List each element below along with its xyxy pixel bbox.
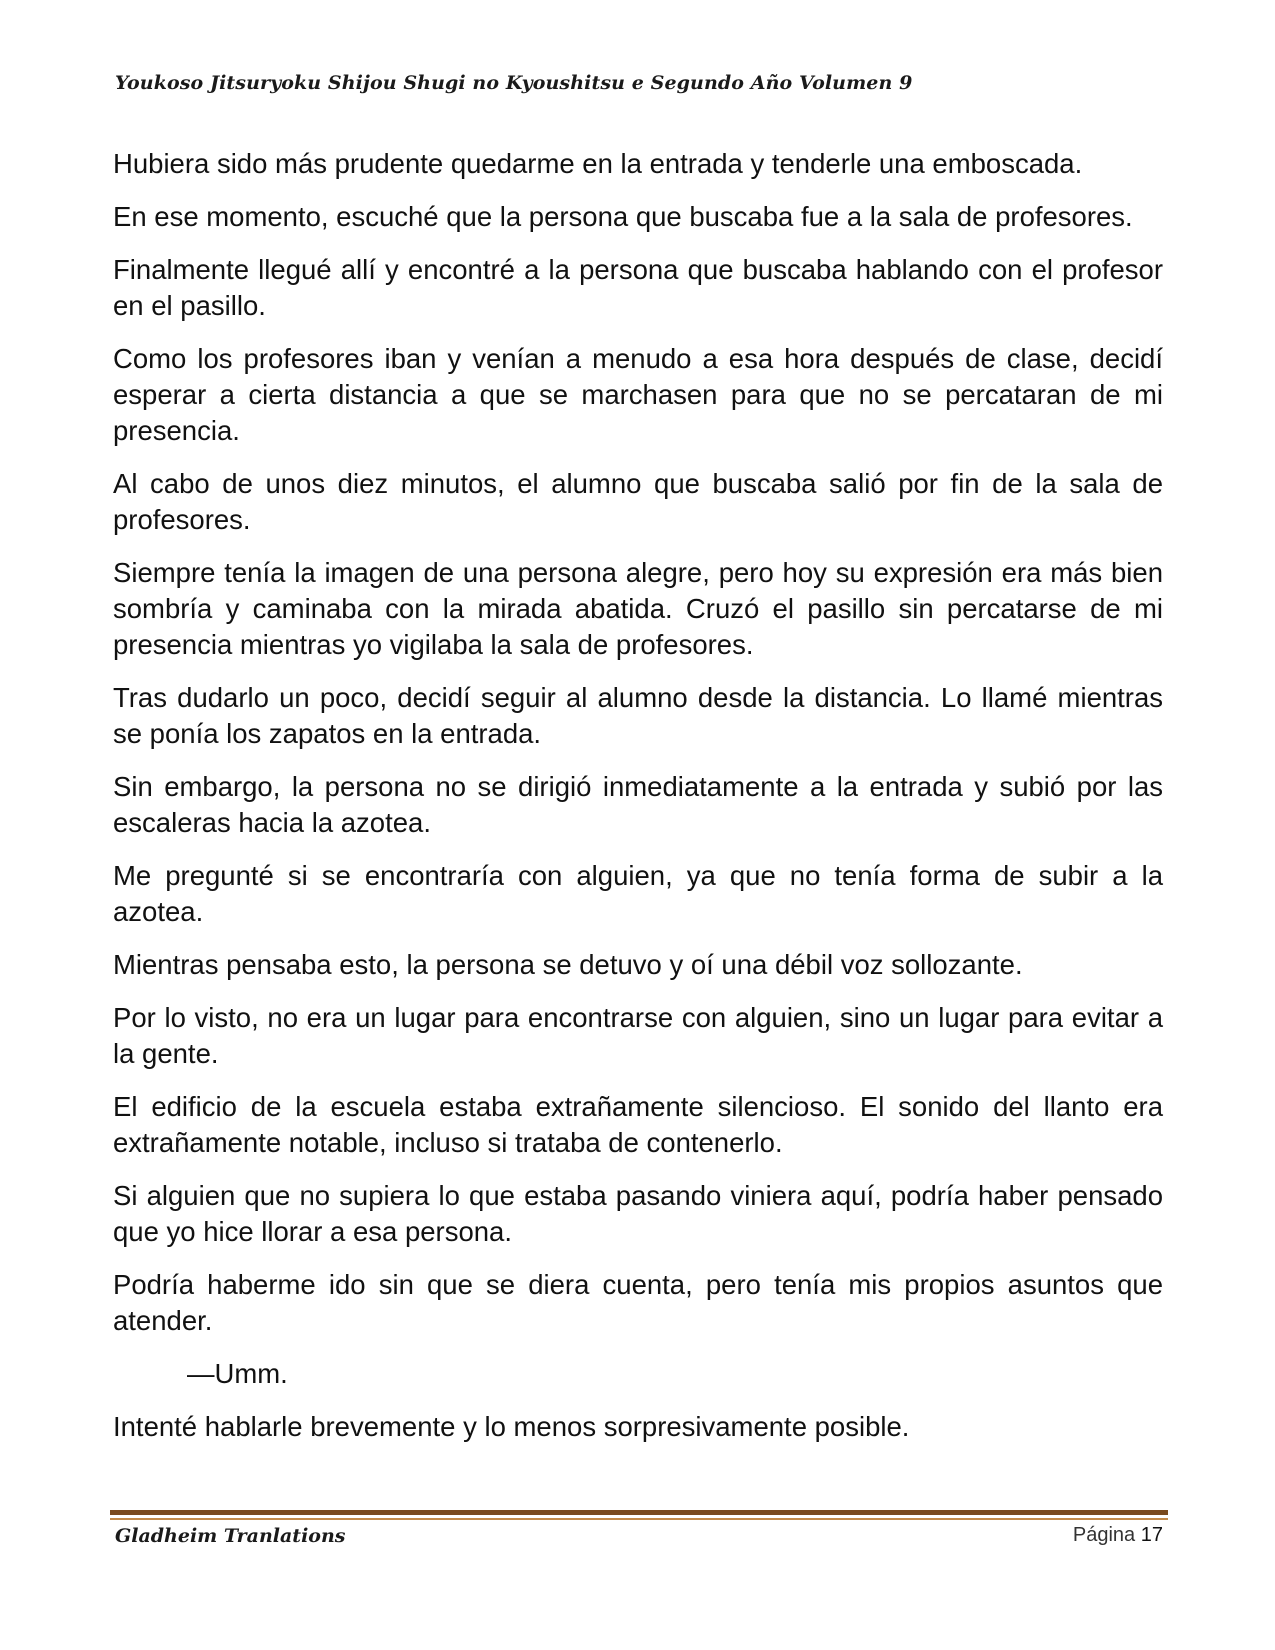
paragraph: Siempre tenía la imagen de una persona alegre, pero hoy su expresión era más bien sombría y caminaba con la mirada abatida. Cruzó el pasillo sin percatarse de mi presencia mientras yo vigilaba la sala de profesores.: [113, 557, 1163, 660]
paragraph: Al cabo de unos diez minutos, el alumno que buscaba salió por fin de la sala de profesores.: [113, 468, 1163, 535]
footer-credit: Gladheim Tranlations: [115, 1525, 346, 1547]
page-label: Página: [1072, 1524, 1136, 1546]
paragraph: Finalmente llegué allí y encontré a la persona que buscaba hablando con el profesor en el pasillo.: [113, 254, 1163, 321]
dialogue-line: —Umm.: [187, 1358, 288, 1389]
paragraph: El edificio de la escuela estaba extrañamente silencioso. El sonido del llanto era extrañamente notable, incluso si trataba de contenerlo.: [113, 1091, 1163, 1158]
footer-rule-thick: [110, 1510, 1168, 1515]
running-header: Youkoso Jitsuryoku Shijou Shugi no Kyoushitsu e Segundo Año Volumen 9: [115, 72, 913, 94]
footer-rule-thin: [110, 1518, 1168, 1520]
paragraph: Podría haberme ido sin que se diera cuenta, pero tenía mis propios asuntos que atender.: [113, 1269, 1163, 1336]
page-number: [1073, 1524, 1163, 1547]
paragraph: Hubiera sido más prudente quedarme en la entrada y tenderle una emboscada.: [113, 148, 1083, 179]
paragraph: Mientras pensaba esto, la persona se detuvo y oí una débil voz sollozante.: [113, 949, 1023, 980]
paragraph: Como los profesores iban y venían a menudo a esa hora después de clase, decidí esperar a cierta distancia a que se marchasen para que no se percataran de mi presencia.: [113, 343, 1163, 446]
paragraph: Si alguien que no supiera lo que estaba pasando viniera aquí, podría haber pensado que yo hice llorar a esa persona.: [113, 1180, 1163, 1247]
paragraph: Me pregunté si se encontraría con alguien, ya que no tenía forma de subir a la azotea.: [113, 860, 1163, 927]
paragraph: En ese momento, escuché que la persona que buscaba fue a la sala de profesores.: [113, 201, 1133, 232]
paragraph: Intenté hablarle brevemente y lo menos sorpresivamente posible.: [113, 1411, 910, 1442]
paragraph: Sin embargo, la persona no se dirigió inmediatamente a la entrada y subió por las escaleras hacia la azotea.: [113, 771, 1163, 838]
body-text: [113, 146, 1163, 1462]
paragraph: Tras dudarlo un poco, decidí seguir al alumno desde la distancia. Lo llamé mientras se ponía los zapatos en la entrada.: [113, 682, 1163, 749]
page-number-value: 17: [1140, 1524, 1163, 1546]
paragraph: Por lo visto, no era un lugar para encontrarse con alguien, sino un lugar para evitar a la gente.: [113, 1002, 1163, 1069]
